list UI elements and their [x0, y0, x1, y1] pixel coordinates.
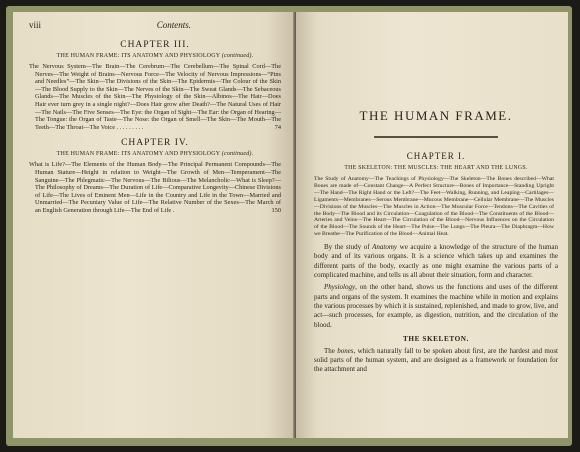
- running-header: [29, 20, 281, 30]
- chapter-3-contents-text: The Nervous System—The Brain—The Cerebrum—The Cerebellum—The Spinal Cord—The Nerves—The Weight of Brains—Nervous Force—The Velocity of Nervous Impressions—“Pins and Needles”—The Skin—The Divisions of the Skin—The Epidermis—The Colour of the Skin—The Blood Supply to the Skin—The Nerves of the Skin—The Sweat Glands—The Sebaceous Glands—The Muscles of the Skin—The Physiology of the Skin—Albinos—The Hair—Does Hair ever turn grey in a single night?—Does Hair grow after Death?—The Natural Uses of Hair—The Nails—The Five Senses—The Eye: the Organ of Sight—The Ear: the Organ of Hearing—The Tongue: the Organ of Taste—The Nose: the Organ of Smell—The Skin—The Mouth—The Teeth—The Throat—The Voice . . . . . . . . .: [29, 63, 281, 131]
- chapter-4-subtitle: [29, 151, 281, 157]
- chapter-4-continued: (continued).: [221, 151, 254, 158]
- chapter-4-contents-text: What is Life?—The Elements of the Human Body—The Principal Permanent Compounds—The Human Stature—Height in relation to Weight—The Growth of Men—Temperament—The Sanguine—The Phlegmatic—The Nervous—The Bilious—The Melancholic—What is Sleep?—The Philosophy of Dreams—The Duration of Life—Comparative Longevity—Chinese Divisions of Life—The Lives of Eminent Men—Life in the Country and Life in the Town—Married and Unmarried—The Pecuniary Value of Life—The Relative Number of the Sexes—The March of an English Generation through Life—The End of Life .: [29, 161, 281, 214]
- paragraph-physiology: [314, 283, 558, 329]
- paragraph-anatomy-term: Anatomy: [372, 243, 398, 252]
- chapter-4-page-number: 150: [271, 206, 281, 214]
- paragraph-anatomy: [314, 243, 558, 280]
- chapter-1-heading: CHAPTER I.: [406, 151, 466, 161]
- chapter-4-contents: [29, 161, 281, 214]
- paragraph-anatomy-lead: By the study of: [324, 243, 373, 252]
- chapter-3-subtitle-text: THE HUMAN FRAME: ITS ANATOMY AND PHYSIOLOGY: [56, 53, 221, 59]
- chapter-4-heading: CHAPTER IV.: [121, 138, 189, 149]
- chapter-1-summary: The Study of Anatomy—The Teachings of Physiology—The Skeleton—The Bones described—What Bones are made of—Constant Change—A Perfect Structure—Bones of Importance—Standing Upright—The Hand—The Right Hand or the Left?—The Feet—Walking, Running, and Leaping—Cartilages—Ligaments—Membranes—Serous Membrane—Mucous Membrane—Cellular Membrane—The Muscles—Divisions of the Muscles—The Muscles in Action—The Muscular Force—Tendons—The Cavities of the Body—The Blood and its Circulation—Coagulation of the Blood—The Constituents of the Blood—Arteries and Veins—The Heart—The Circulation of the Blood—Nervous Influences on the Circulation of the Blood—The Sounds of the Heart—The Pulse—The Lungs—The Pleura—The Diaphragm—How we Breathe—The Purification of the Blood—Animal Heat.: [314, 176, 554, 238]
- chapter-1-subtitle: THE SKELETON: THE MUSCLES: THE HEART AND THE LUNGS.: [344, 165, 528, 171]
- chapter-3-continued: (continued).: [221, 53, 254, 59]
- paragraph-physiology-text: , on the other hand, shows us the functions and uses of the different parts and organs of the system. It examines the machine while in motion and explains the various processes by which it is sustained, replenished, and made to grow, live, and act—such processes, for example, as digestion, nutrition, and the circulation of the blood.: [314, 283, 558, 329]
- paragraph-bones-text: , which naturally fall to be spoken about first, are the hardest and most solid parts of the human system, and are designed as a framework or foundation for the attachment and: [314, 346, 558, 374]
- paragraph-physiology-term: Physiology: [324, 283, 356, 292]
- chapter-3-subtitle: [29, 53, 281, 59]
- book-title: THE HUMAN FRAME.: [359, 108, 513, 123]
- page-number: viii: [29, 20, 42, 30]
- paragraph-bones: [314, 347, 558, 375]
- paragraph-bones-term: bones: [337, 346, 354, 355]
- running-head-title: Contents.: [156, 20, 191, 30]
- section-heading-skeleton: THE SKELETON.: [403, 334, 469, 343]
- chapter-4-subtitle-text: THE HUMAN FRAME: ITS ANATOMY AND PHYSIOLOGY: [56, 151, 221, 158]
- chapter-3-contents: [29, 63, 281, 131]
- title-rule: [374, 136, 498, 138]
- chapter-3-heading: CHAPTER III.: [120, 40, 190, 50]
- paragraph-bones-lead: The: [324, 346, 338, 355]
- right-page: [296, 12, 568, 438]
- paragraph-anatomy-text: we acquire a knowledge of the structure of the human body and of its various organs. It is a science which takes up and examines the different parts of the body, exactly as one might examine the various parts of a complicated machine, and tells us all about their situation, form and character.: [314, 243, 558, 280]
- left-page: [13, 12, 295, 438]
